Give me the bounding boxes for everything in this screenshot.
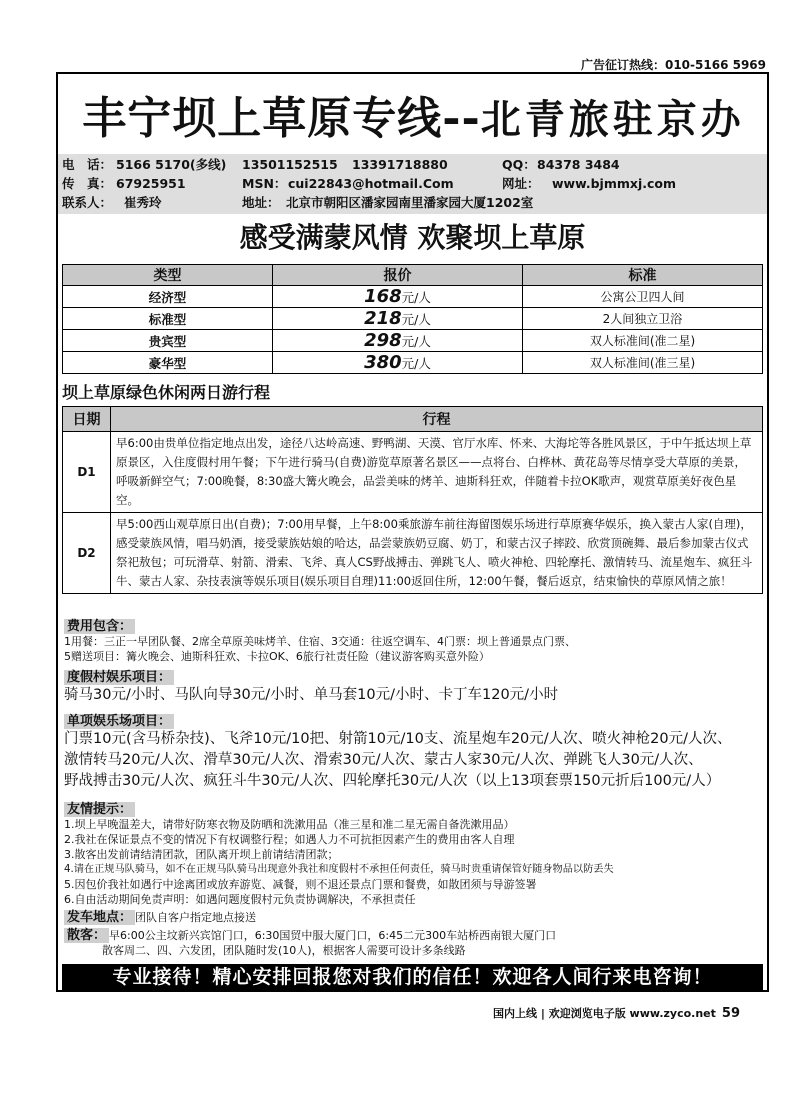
- resort-section: [64, 670, 764, 706]
- itin-header-day: 日期: [63, 407, 111, 432]
- tips-line: 5.因包价我社如遇行中途离团或放弃游览、减餐，则不退还景点门票和餐费，如散团须与导游签署: [64, 878, 537, 891]
- price-type: 经济型: [63, 286, 273, 308]
- itin-row: [63, 513, 763, 594]
- itin-row: [63, 432, 763, 513]
- price-type: 豪华型: [63, 352, 273, 374]
- web-value: www.bjmmxj.com: [552, 176, 676, 191]
- hotline: 广告征订热线：010-5166 5969: [580, 58, 766, 72]
- price-row: [63, 308, 763, 330]
- tel-label: 电 话：: [62, 157, 113, 172]
- mobile-2: 13391718880: [352, 157, 448, 172]
- fee-section: [64, 619, 764, 664]
- scatter-section: [64, 928, 764, 958]
- resort-line: 骑马30元/小时、马队向导30元/小时、单马套10元/小时、卡丁车120元/小时: [64, 687, 559, 703]
- qq-value: 84378 3484: [537, 157, 620, 172]
- page-footer-text: 国内上线 | 欢迎浏览电子版 www.zyco.net: [493, 1007, 716, 1020]
- fax-label: 传 真：: [62, 176, 113, 191]
- qq-label: QQ：: [502, 157, 536, 172]
- tips-line: 2.我社在保证景点不变的情况下有权调整行程；如遇人力不可抗拒因素产生的费用由客人自理: [64, 833, 515, 846]
- single-line: 门票10元(含马桥杂技)、飞斧10元/10把、射箭10元/10支、流星炮车20元/人次、喷火神枪20元/人次、: [64, 731, 732, 747]
- itin-day: D1: [63, 432, 111, 513]
- price-amount: 298: [364, 330, 402, 351]
- price-amount: 380: [364, 352, 402, 373]
- price-unit: 元/人: [401, 334, 431, 349]
- price-table: [62, 264, 763, 374]
- price-header-price: 报价: [273, 265, 523, 286]
- page-number: 59: [721, 1006, 740, 1021]
- price-unit: 元/人: [401, 290, 431, 305]
- banner-office: 北青旅驻京办: [480, 96, 745, 143]
- itinerary-table: [62, 406, 763, 594]
- price-row: [63, 352, 763, 374]
- price-std: 双人标准间(准三星): [523, 352, 763, 374]
- person-label: 联系人：: [62, 195, 113, 210]
- price-std: 2人间独立卫浴: [523, 308, 763, 330]
- price-unit: 元/人: [401, 356, 431, 371]
- price-header-type: 类型: [63, 265, 273, 286]
- price-amount: 168: [364, 286, 402, 307]
- web-label: 网址：: [502, 176, 540, 191]
- contact-block: [58, 154, 767, 214]
- depart-section: [64, 910, 764, 925]
- tips-line: 4.请在正规马队骑马，如不在正规马队骑马出现意外我社和度假村不承担任何责任，骑马时贵重请保管好随身物品以防丢失: [64, 864, 614, 875]
- scatter-line-2: 散客周二、四、六发团，团队随时发(10人)，根据客人需要可设计多条线路: [102, 944, 466, 957]
- itin-text: 早6:00由贵单位指定地点出发，途径八达岭高速、野鸭湖、天漠、官厅水库、怀来、大海坨等各胜风景区，于中午抵达坝上草原景区，入住度假村用午餐；下午进行骑马(自费)游览草原著名景区——点将台、白桦林、黄花岛等尽情享受大草原的美景，呼吸新鲜空气；7:00晚餐，8:30盛大篝火晚会，品尝美味的烤羊、迪斯科狂欢，伴随着卡拉OK歌声，观赏草原美好夜色星空。: [111, 432, 763, 513]
- scatter-title: 散客：: [64, 928, 109, 943]
- price-type: 贵宾型: [63, 330, 273, 352]
- tips-title: 友情提示：: [64, 802, 135, 817]
- resort-title: 度假村娱乐项目：: [64, 670, 174, 685]
- tips-line: 6.自由活动期间免责声明：如遇问题度假村元负责协调解决，不承担责任: [64, 893, 416, 906]
- price-row: [63, 330, 763, 352]
- single-title: 单项娱乐场项目：: [64, 714, 174, 729]
- single-line: 野战搏击30元/人次、疯狂斗牛30元/人次、四轮摩托30元/人次（以上13项套票150元折后100元/人）: [64, 773, 721, 789]
- price-std: 公寓公卫四人间: [523, 286, 763, 308]
- tips-line: 1.坝上早晚温差大，请带好防寒衣物及防晒和洗漱用品（准三星和准二星无需自备洗漱用品）: [64, 818, 515, 831]
- msn-label: MSN：: [242, 176, 287, 191]
- scatter-line-1: 早6:00公主坟新兴宾馆门口，6:30国贸中服大厦门口，6:45二元300车站桥西南银大厦门口: [109, 929, 557, 942]
- price-unit: 元/人: [401, 312, 431, 327]
- fee-title: 费用包含：: [64, 619, 135, 634]
- tips-section: [64, 802, 764, 907]
- tel-value: 5166 5170(多线): [116, 157, 227, 172]
- price-row: [63, 286, 763, 308]
- banner-main: 丰宁坝上草原专线--: [82, 93, 481, 144]
- address-label: 地址：: [242, 195, 280, 210]
- footer-slogan: 专业接待！精心安排回报您对我们的信任！欢迎各人间行来电咨询！: [62, 964, 763, 990]
- price-std: 双人标准间(准二星): [523, 330, 763, 352]
- tips-line: 3.散客出发前请结清团款，团队离开坝上前请结清团款；: [64, 848, 339, 861]
- banner-title: [66, 84, 761, 154]
- price-type: 标准型: [63, 308, 273, 330]
- fee-line: 5赠送项目：篝火晚会、迪斯科狂欢、卡拉OK、6旅行社责任险（建议游客购买意外险）: [64, 650, 490, 663]
- itin-day: D2: [63, 513, 111, 594]
- ad-frame: [56, 72, 769, 992]
- price-amount: 218: [364, 308, 402, 329]
- depart-title: 发车地点：: [64, 910, 135, 925]
- price-header-std: 标准: [523, 265, 763, 286]
- fax-value: 67925951: [116, 176, 186, 191]
- person-value: 崔秀玲: [124, 195, 162, 210]
- address-value: 北京市朝阳区潘家园南里潘家园大厦1202室: [286, 195, 534, 210]
- single-section: [64, 714, 764, 792]
- itin-text: 早5:00西山观草原日出(自费)；7:00用早餐，上午8:00乘旅游车前往海留图娱乐场进行草原赛华娱乐，换入蒙古人家(自理)，感受蒙族风情，唱马奶酒，接受蒙族姑娘的哈达，品尝蒙族奶豆腐、奶丁，和蒙古汉子摔跤、欣赏顶碗舞、最后参加蒙古仪式祭祀敖包；可玩滑草、射箭、滑索、飞斧、真人CS野战搏击、弹跳飞人、喷火神枪、四轮摩托、激情转马、流星炮车、疯狂斗牛、蒙古人家、杂技表演等娱乐项目(娱乐项目自理)11:00返回住所，12:00午餐，餐后返京，结束愉快的草原风情之旅！: [111, 513, 763, 594]
- subtitle: 感受满蒙风情 欢聚坝上草原: [239, 221, 586, 254]
- single-line: 激情转马20元/人次、滑草30元/人次、滑索30元/人次、蒙古人家30元/人次、弹跳飞人30元/人次、: [64, 752, 703, 768]
- fee-line: 1用餐：三正一早团队餐、2席全草原美味烤羊、住宿、3交通：往返空调车、4门票：坝上普通景点门票、: [64, 635, 576, 648]
- itinerary-title: 坝上草原绿色休闲两日游行程: [62, 383, 271, 402]
- mobile-1: 13501152515: [242, 157, 338, 172]
- depart-text: 团队自客户指定地点接送: [135, 911, 257, 924]
- itin-header-route: 行程: [111, 407, 763, 432]
- page-footer: [493, 1005, 740, 1021]
- msn-value: cui22843@hotmail.Com: [288, 176, 454, 191]
